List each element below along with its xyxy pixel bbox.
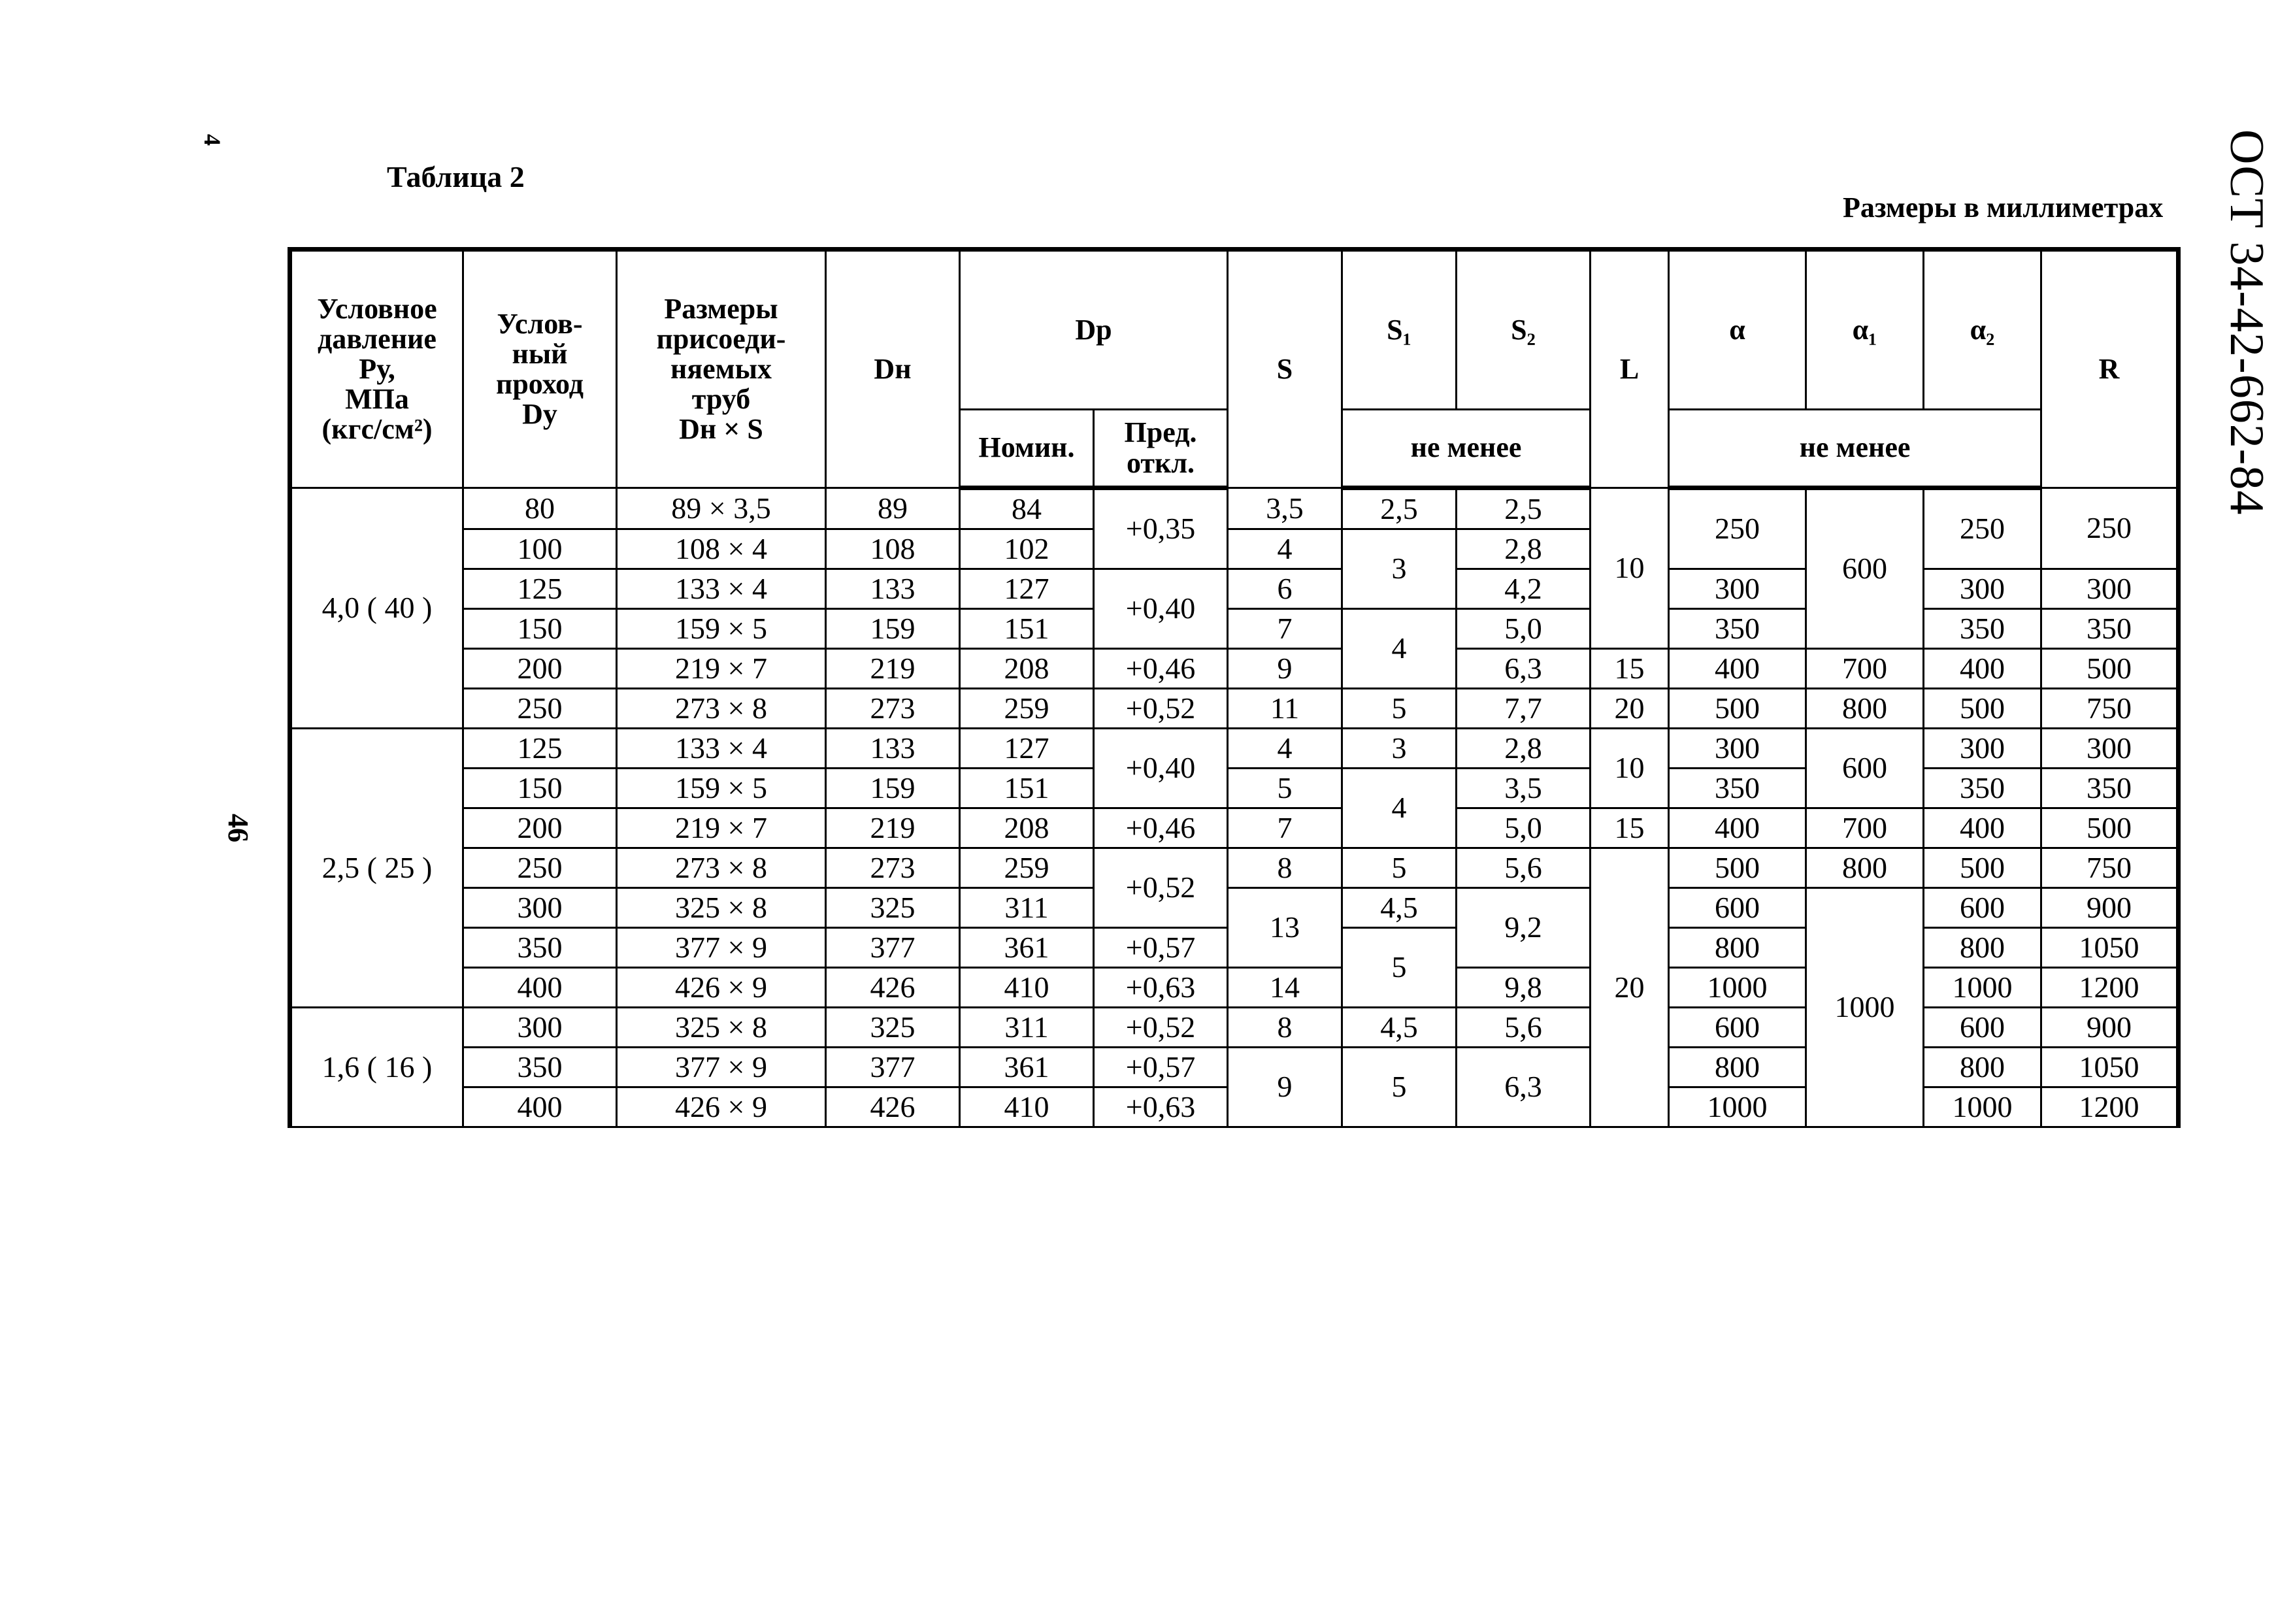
cell-dy: 250: [463, 848, 617, 888]
cell-r: 300: [2041, 729, 2179, 769]
cell-alpha2: 600: [1924, 1008, 2041, 1048]
cell-nom: 208: [960, 649, 1094, 689]
cell-s: 4: [1228, 529, 1342, 569]
cell-l: 15: [1591, 808, 1669, 848]
cell-alpha: 500: [1669, 848, 1806, 888]
cell-s2: 6,3: [1457, 1048, 1591, 1127]
cell-pipe: 273 × 8: [617, 848, 826, 888]
cell-l: 20: [1591, 848, 1669, 1127]
cell-tol: +0,46: [1094, 649, 1228, 689]
cell-nom: 410: [960, 1087, 1094, 1127]
cell-alpha2: 800: [1924, 928, 2041, 968]
cell-nom: 361: [960, 1048, 1094, 1087]
cell-nom: 410: [960, 968, 1094, 1008]
cell-alpha2: 400: [1924, 649, 2041, 689]
cell-r: 350: [2041, 609, 2179, 649]
cell-s1: 5: [1342, 848, 1457, 888]
cell-s: 7: [1228, 808, 1342, 848]
cell-tol: +0,63: [1094, 968, 1228, 1008]
cell-r: 1200: [2041, 1087, 2179, 1127]
cell-nom: 102: [960, 529, 1094, 569]
table-row: [290, 729, 2179, 769]
cell-s2: 2,8: [1457, 529, 1591, 569]
header-alpha2: α₂: [1924, 250, 2041, 410]
cell-tol: +0,52: [1094, 1008, 1228, 1048]
cell-nom: 259: [960, 848, 1094, 888]
group-pressure-40: 4,0 ( 40 ): [290, 488, 463, 729]
table-row: [290, 888, 2179, 928]
page-number-big: 46: [222, 814, 254, 842]
cell-pipe: 159 × 5: [617, 769, 826, 808]
group-pressure-25: 2,5 ( 25 ): [290, 729, 463, 1008]
standard-code: ОСТ 34-42-662-84: [2220, 129, 2273, 516]
cell-dy: 250: [463, 689, 617, 729]
cell-alpha2: 800: [1924, 1048, 2041, 1087]
header-not-less-alpha: не менее: [1669, 410, 2041, 488]
cell-nom: 361: [960, 928, 1094, 968]
cell-pipe: 325 × 8: [617, 888, 826, 928]
cell-s2: 4,2: [1457, 569, 1591, 609]
cell-alpha: 600: [1669, 888, 1806, 928]
cell-tol: +0,40: [1094, 729, 1228, 808]
header-dp-tolerance: Пред. откл.: [1094, 410, 1228, 488]
header-r: R: [2041, 250, 2179, 488]
header-not-less-s: не менее: [1342, 410, 1591, 488]
cell-r: 1200: [2041, 968, 2179, 1008]
cell-l: 15: [1591, 649, 1669, 689]
cell-s1: 5: [1342, 928, 1457, 1008]
cell-dy: 350: [463, 1048, 617, 1087]
header-s2: S₂: [1457, 250, 1591, 410]
cell-nom: 208: [960, 808, 1094, 848]
header-alpha: α: [1669, 250, 1806, 410]
cell-s2: 2,8: [1457, 729, 1591, 769]
cell-pipe: 219 × 7: [617, 649, 826, 689]
cell-l: 10: [1591, 729, 1669, 808]
cell-dy: 400: [463, 1087, 617, 1127]
cell-s2: 9,2: [1457, 888, 1591, 968]
cell-dn: 273: [826, 689, 960, 729]
cell-alpha1: 800: [1806, 689, 1924, 729]
cell-dy: 200: [463, 808, 617, 848]
cell-tol: +0,63: [1094, 1087, 1228, 1127]
cell-s1: 3: [1342, 729, 1457, 769]
cell-dn: 133: [826, 569, 960, 609]
group-pressure-16: 1,6 ( 16 ): [290, 1008, 463, 1127]
cell-s1: 4,5: [1342, 888, 1457, 928]
cell-s2: 5,6: [1457, 848, 1591, 888]
cell-s1: 2,5: [1342, 488, 1457, 529]
cell-r: 300: [2041, 569, 2179, 609]
cell-pipe: 89 × 3,5: [617, 488, 826, 529]
cell-s1: 5: [1342, 689, 1457, 729]
cell-dy: 100: [463, 529, 617, 569]
cell-s: 14: [1228, 968, 1342, 1008]
cell-pipe: 325 × 8: [617, 1008, 826, 1048]
cell-s1: 4,5: [1342, 1008, 1457, 1048]
cell-nom: 127: [960, 569, 1094, 609]
cell-r: 1050: [2041, 928, 2179, 968]
cell-dy: 150: [463, 769, 617, 808]
header-dn: Dн: [826, 250, 960, 488]
header-alpha1: α₁: [1806, 250, 1924, 410]
cell-tol: +0,52: [1094, 689, 1228, 729]
cell-dy: 300: [463, 888, 617, 928]
cell-dn: 426: [826, 1087, 960, 1127]
cell-alpha: 400: [1669, 808, 1806, 848]
cell-pipe: 159 × 5: [617, 609, 826, 649]
cell-pipe: 377 × 9: [617, 928, 826, 968]
cell-r: 1050: [2041, 1048, 2179, 1087]
cell-dy: 80: [463, 488, 617, 529]
cell-r: 900: [2041, 888, 2179, 928]
cell-dn: 377: [826, 928, 960, 968]
dimensions-table: [288, 247, 2181, 1128]
cell-pipe: 108 × 4: [617, 529, 826, 569]
header-s1: S₁: [1342, 250, 1457, 410]
cell-r: 250: [2041, 488, 2179, 569]
cell-s1: 4: [1342, 609, 1457, 689]
header-pipe-size: Размеры присоеди- няемых труб Dн × S: [617, 250, 826, 488]
cell-dn: 273: [826, 848, 960, 888]
cell-r: 500: [2041, 649, 2179, 689]
cell-alpha: 400: [1669, 649, 1806, 689]
cell-s2: 3,5: [1457, 769, 1591, 808]
cell-tol: +0,35: [1094, 488, 1228, 569]
page-number-small: 4: [199, 134, 225, 146]
cell-s: 9: [1228, 649, 1342, 689]
cell-r: 900: [2041, 1008, 2179, 1048]
cell-r: 750: [2041, 848, 2179, 888]
cell-tol: +0,46: [1094, 808, 1228, 848]
cell-tol: +0,57: [1094, 928, 1228, 968]
cell-dn: 426: [826, 968, 960, 1008]
cell-pipe: 133 × 4: [617, 729, 826, 769]
cell-alpha2: 500: [1924, 689, 2041, 729]
table-row: [290, 649, 2179, 689]
cell-alpha: 300: [1669, 729, 1806, 769]
header-s: S: [1228, 250, 1342, 488]
cell-l: 10: [1591, 488, 1669, 649]
cell-s: 8: [1228, 848, 1342, 888]
cell-nom: 311: [960, 1008, 1094, 1048]
cell-alpha2: 400: [1924, 808, 2041, 848]
cell-s: 3,5: [1228, 488, 1342, 529]
cell-s1: 4: [1342, 769, 1457, 848]
cell-alpha: 350: [1669, 609, 1806, 649]
cell-s2: 9,8: [1457, 968, 1591, 1008]
cell-s1: 3: [1342, 529, 1457, 609]
cell-dn: 108: [826, 529, 960, 569]
cell-alpha1: 800: [1806, 848, 1924, 888]
cell-pipe: 273 × 8: [617, 689, 826, 729]
cell-s: 9: [1228, 1048, 1342, 1127]
cell-alpha2: 600: [1924, 888, 2041, 928]
cell-dy: 125: [463, 569, 617, 609]
cell-alpha: 1000: [1669, 968, 1806, 1008]
cell-dy: 300: [463, 1008, 617, 1048]
cell-tol: +0,57: [1094, 1048, 1228, 1087]
cell-alpha: 1000: [1669, 1087, 1806, 1127]
cell-alpha: 800: [1669, 1048, 1806, 1087]
table-row: [290, 488, 2179, 529]
header-dp: Dр: [960, 250, 1228, 410]
cell-s: 6: [1228, 569, 1342, 609]
cell-tol: +0,40: [1094, 569, 1228, 649]
cell-s2: 6,3: [1457, 649, 1591, 689]
cell-dy: 350: [463, 928, 617, 968]
cell-dn: 159: [826, 609, 960, 649]
cell-pipe: 426 × 9: [617, 968, 826, 1008]
cell-dy: 125: [463, 729, 617, 769]
cell-dn: 325: [826, 888, 960, 928]
cell-alpha: 350: [1669, 769, 1806, 808]
cell-alpha1: 600: [1806, 488, 1924, 649]
cell-nom: 311: [960, 888, 1094, 928]
cell-s: 11: [1228, 689, 1342, 729]
cell-s1: 5: [1342, 1048, 1457, 1127]
cell-dy: 200: [463, 649, 617, 689]
units-note: Размеры в миллиметрах: [1843, 191, 2164, 224]
header-nominal-bore: Услов- ный проход Dу: [463, 250, 617, 488]
cell-dn: 377: [826, 1048, 960, 1087]
cell-dn: 159: [826, 769, 960, 808]
table-row: [290, 848, 2179, 888]
cell-alpha2: 500: [1924, 848, 2041, 888]
cell-alpha1: 700: [1806, 808, 1924, 848]
cell-dy: 400: [463, 968, 617, 1008]
cell-nom: 151: [960, 769, 1094, 808]
cell-s: 7: [1228, 609, 1342, 649]
cell-alpha2: 1000: [1924, 968, 2041, 1008]
cell-alpha: 800: [1669, 928, 1806, 968]
header-pressure: Условное давление Ру, МПа (кгс/см²): [290, 250, 463, 488]
header-l: L: [1591, 250, 1669, 488]
cell-alpha: 300: [1669, 569, 1806, 609]
cell-alpha1: 600: [1806, 729, 1924, 808]
cell-s: 4: [1228, 729, 1342, 769]
cell-s: 8: [1228, 1008, 1342, 1048]
cell-s2: 2,5: [1457, 488, 1591, 529]
cell-alpha1: 700: [1806, 649, 1924, 689]
cell-pipe: 426 × 9: [617, 1087, 826, 1127]
cell-dn: 133: [826, 729, 960, 769]
table-row: [290, 808, 2179, 848]
cell-s2: 5,0: [1457, 808, 1591, 848]
cell-alpha: 600: [1669, 1008, 1806, 1048]
cell-dn: 325: [826, 1008, 960, 1048]
cell-nom: 259: [960, 689, 1094, 729]
cell-r: 350: [2041, 769, 2179, 808]
cell-alpha2: 300: [1924, 729, 2041, 769]
cell-r: 500: [2041, 808, 2179, 848]
table-row: [290, 689, 2179, 729]
cell-nom: 127: [960, 729, 1094, 769]
cell-s: 13: [1228, 888, 1342, 968]
cell-alpha1: 1000: [1806, 888, 1924, 1127]
cell-dy: 150: [463, 609, 617, 649]
cell-alpha2: 1000: [1924, 1087, 2041, 1127]
cell-s2: 5,0: [1457, 609, 1591, 649]
cell-pipe: 377 × 9: [617, 1048, 826, 1087]
cell-alpha2: 350: [1924, 609, 2041, 649]
cell-dn: 219: [826, 649, 960, 689]
cell-alpha2: 250: [1924, 488, 2041, 569]
cell-dn: 219: [826, 808, 960, 848]
cell-alpha: 250: [1669, 488, 1806, 569]
cell-nom: 84: [960, 488, 1094, 529]
cell-s2: 7,7: [1457, 689, 1591, 729]
cell-s: 5: [1228, 769, 1342, 808]
cell-r: 750: [2041, 689, 2179, 729]
cell-s2: 5,6: [1457, 1008, 1591, 1048]
cell-alpha: 500: [1669, 689, 1806, 729]
cell-alpha2: 350: [1924, 769, 2041, 808]
cell-pipe: 133 × 4: [617, 569, 826, 609]
cell-l: 20: [1591, 689, 1669, 729]
table-title: Таблица 2: [387, 160, 525, 193]
cell-dn: 89: [826, 488, 960, 529]
cell-pipe: 219 × 7: [617, 808, 826, 848]
cell-alpha2: 300: [1924, 569, 2041, 609]
cell-tol: +0,52: [1094, 848, 1228, 928]
cell-nom: 151: [960, 609, 1094, 649]
header-dp-nominal: Номин.: [960, 410, 1094, 488]
